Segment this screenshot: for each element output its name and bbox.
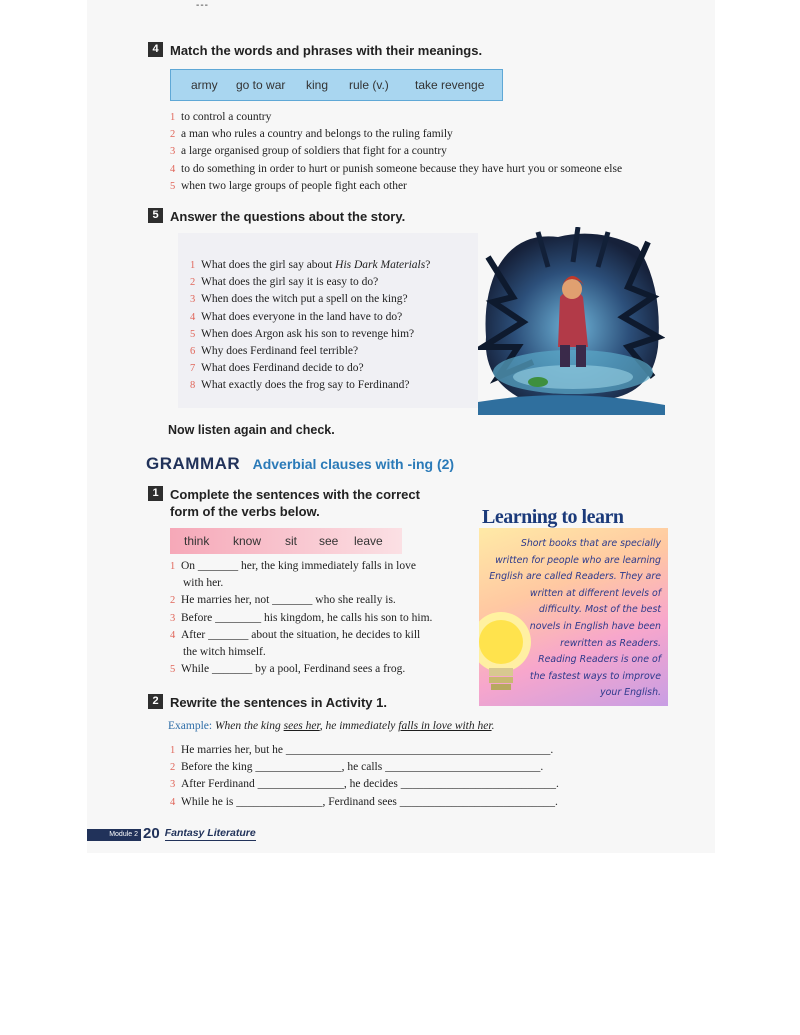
- learning-to-learn-box: [479, 528, 668, 706]
- list-item: 5 While _______ by a pool, Ferdinand sees a frog.: [170, 663, 406, 676]
- example-sentence: Example: When the king sees her, he immediately falls in love with her.: [168, 720, 495, 732]
- list-item: 2 He marries her, not _______ who she really is.: [170, 594, 396, 607]
- exercise-title: Rewrite the sentences in Activity 1.: [170, 695, 387, 710]
- list-item: 5 when two large groups of people fight each other: [170, 179, 407, 192]
- word: go to war: [236, 78, 286, 92]
- word: see: [319, 534, 339, 548]
- list-item: 3 After Ferdinand _______________, he decides ___________________________.: [170, 778, 559, 791]
- exercise-title: Answer the questions about the story.: [170, 209, 406, 224]
- word-box-verbs: [170, 528, 402, 554]
- list-item: 6 Why does Ferdinand feel terrible?: [190, 345, 359, 358]
- page-number: 20: [143, 825, 160, 842]
- list-item: 5 When does Argon ask his son to revenge him?: [190, 327, 415, 340]
- fantasy-illustration: [478, 227, 665, 415]
- word: rule (v.): [349, 78, 389, 92]
- exercise-4-heading: [148, 42, 482, 59]
- list-item: 7 What does Ferdinand decide to do?: [190, 362, 364, 375]
- grammar-label: GRAMMAR: [146, 454, 241, 473]
- list-item: 2 a man who rules a country and belongs to the ruling family: [170, 128, 453, 141]
- exercise-number: 5: [148, 208, 163, 223]
- exercise-number: 4: [148, 42, 163, 57]
- module-tag: Module 2: [87, 829, 141, 841]
- grammar-topic: Adverbial clauses with -ing (2): [252, 456, 455, 472]
- listen-instruction: Now listen again and check.: [168, 423, 335, 437]
- list-item: 2 What does the girl say it is easy to do?: [190, 276, 379, 289]
- grammar-heading: [146, 454, 454, 474]
- grammar-exercise-2-heading: [148, 694, 387, 711]
- list-item: 3 When does the witch put a spell on the king?: [190, 293, 408, 306]
- list-item: 2 Before the king _______________, he calls ___________________________.: [170, 761, 544, 774]
- learning-to-learn-title: Learning to learn: [482, 506, 624, 528]
- list-item: 1 What does the girl say about His Dark Materials?: [190, 259, 431, 271]
- footer-title: Fantasy Literature: [164, 827, 256, 839]
- list-item-continuation: with her.: [183, 577, 224, 590]
- top-mark: ---: [196, 0, 209, 11]
- exercise-title: Match the words and phrases with their meanings.: [170, 43, 483, 58]
- rewrite-list: [170, 742, 559, 811]
- exercise-number: 2: [148, 694, 163, 709]
- list-item: 1 to control a country: [170, 111, 272, 123]
- questions-list: [190, 257, 430, 395]
- exercise-title: Complete the sentences with the correct form of the verbs below.: [170, 487, 420, 519]
- page-footer: [87, 826, 256, 841]
- word: leave: [354, 534, 383, 548]
- learning-to-learn-text: Short books that are specially written for people who are learning English are called Readers. They are written at different levels of difficulty. Most of the best novels in English have been rewritten as Readers. Reading Readers is one of the fastest ways to improve your English.: [489, 538, 661, 699]
- list-item: 4 to do something in order to hurt or punish someone because they have hurt you or someone else: [170, 162, 623, 175]
- list-item: 4 While he is _______________, Ferdinand sees ___________________________.: [170, 795, 558, 808]
- list-item: 3 Before ________ his kingdom, he calls his son to him.: [170, 611, 433, 624]
- list-item: 8 What exactly does the frog say to Ferdinand?: [190, 379, 410, 392]
- list-item: 1 He marries her, but he ______________________________________________.: [170, 744, 554, 756]
- grammar-exercise-1-heading: [148, 486, 420, 520]
- word: know: [233, 534, 262, 548]
- word-box-ex4: [170, 69, 503, 101]
- list-item: 4 After _______ about the situation, he decides to kill: [170, 628, 421, 641]
- list-item: 1 On _______ her, the king immediately falls in love: [170, 560, 416, 572]
- meanings-list: [170, 109, 622, 195]
- word: army: [191, 78, 218, 92]
- list-item-continuation: the witch himself.: [183, 646, 266, 659]
- word: sit: [285, 534, 297, 548]
- word: take revenge: [415, 78, 485, 92]
- word: think: [184, 534, 210, 548]
- list-item: 3 a large organised group of soldiers that fight for a country: [170, 145, 447, 158]
- word: king: [306, 78, 329, 92]
- sentences-list: [170, 558, 432, 678]
- exercise-5-heading: [148, 208, 405, 225]
- list-item: 4 What does everyone in the land have to do?: [190, 310, 403, 323]
- exercise-number: 1: [148, 486, 163, 501]
